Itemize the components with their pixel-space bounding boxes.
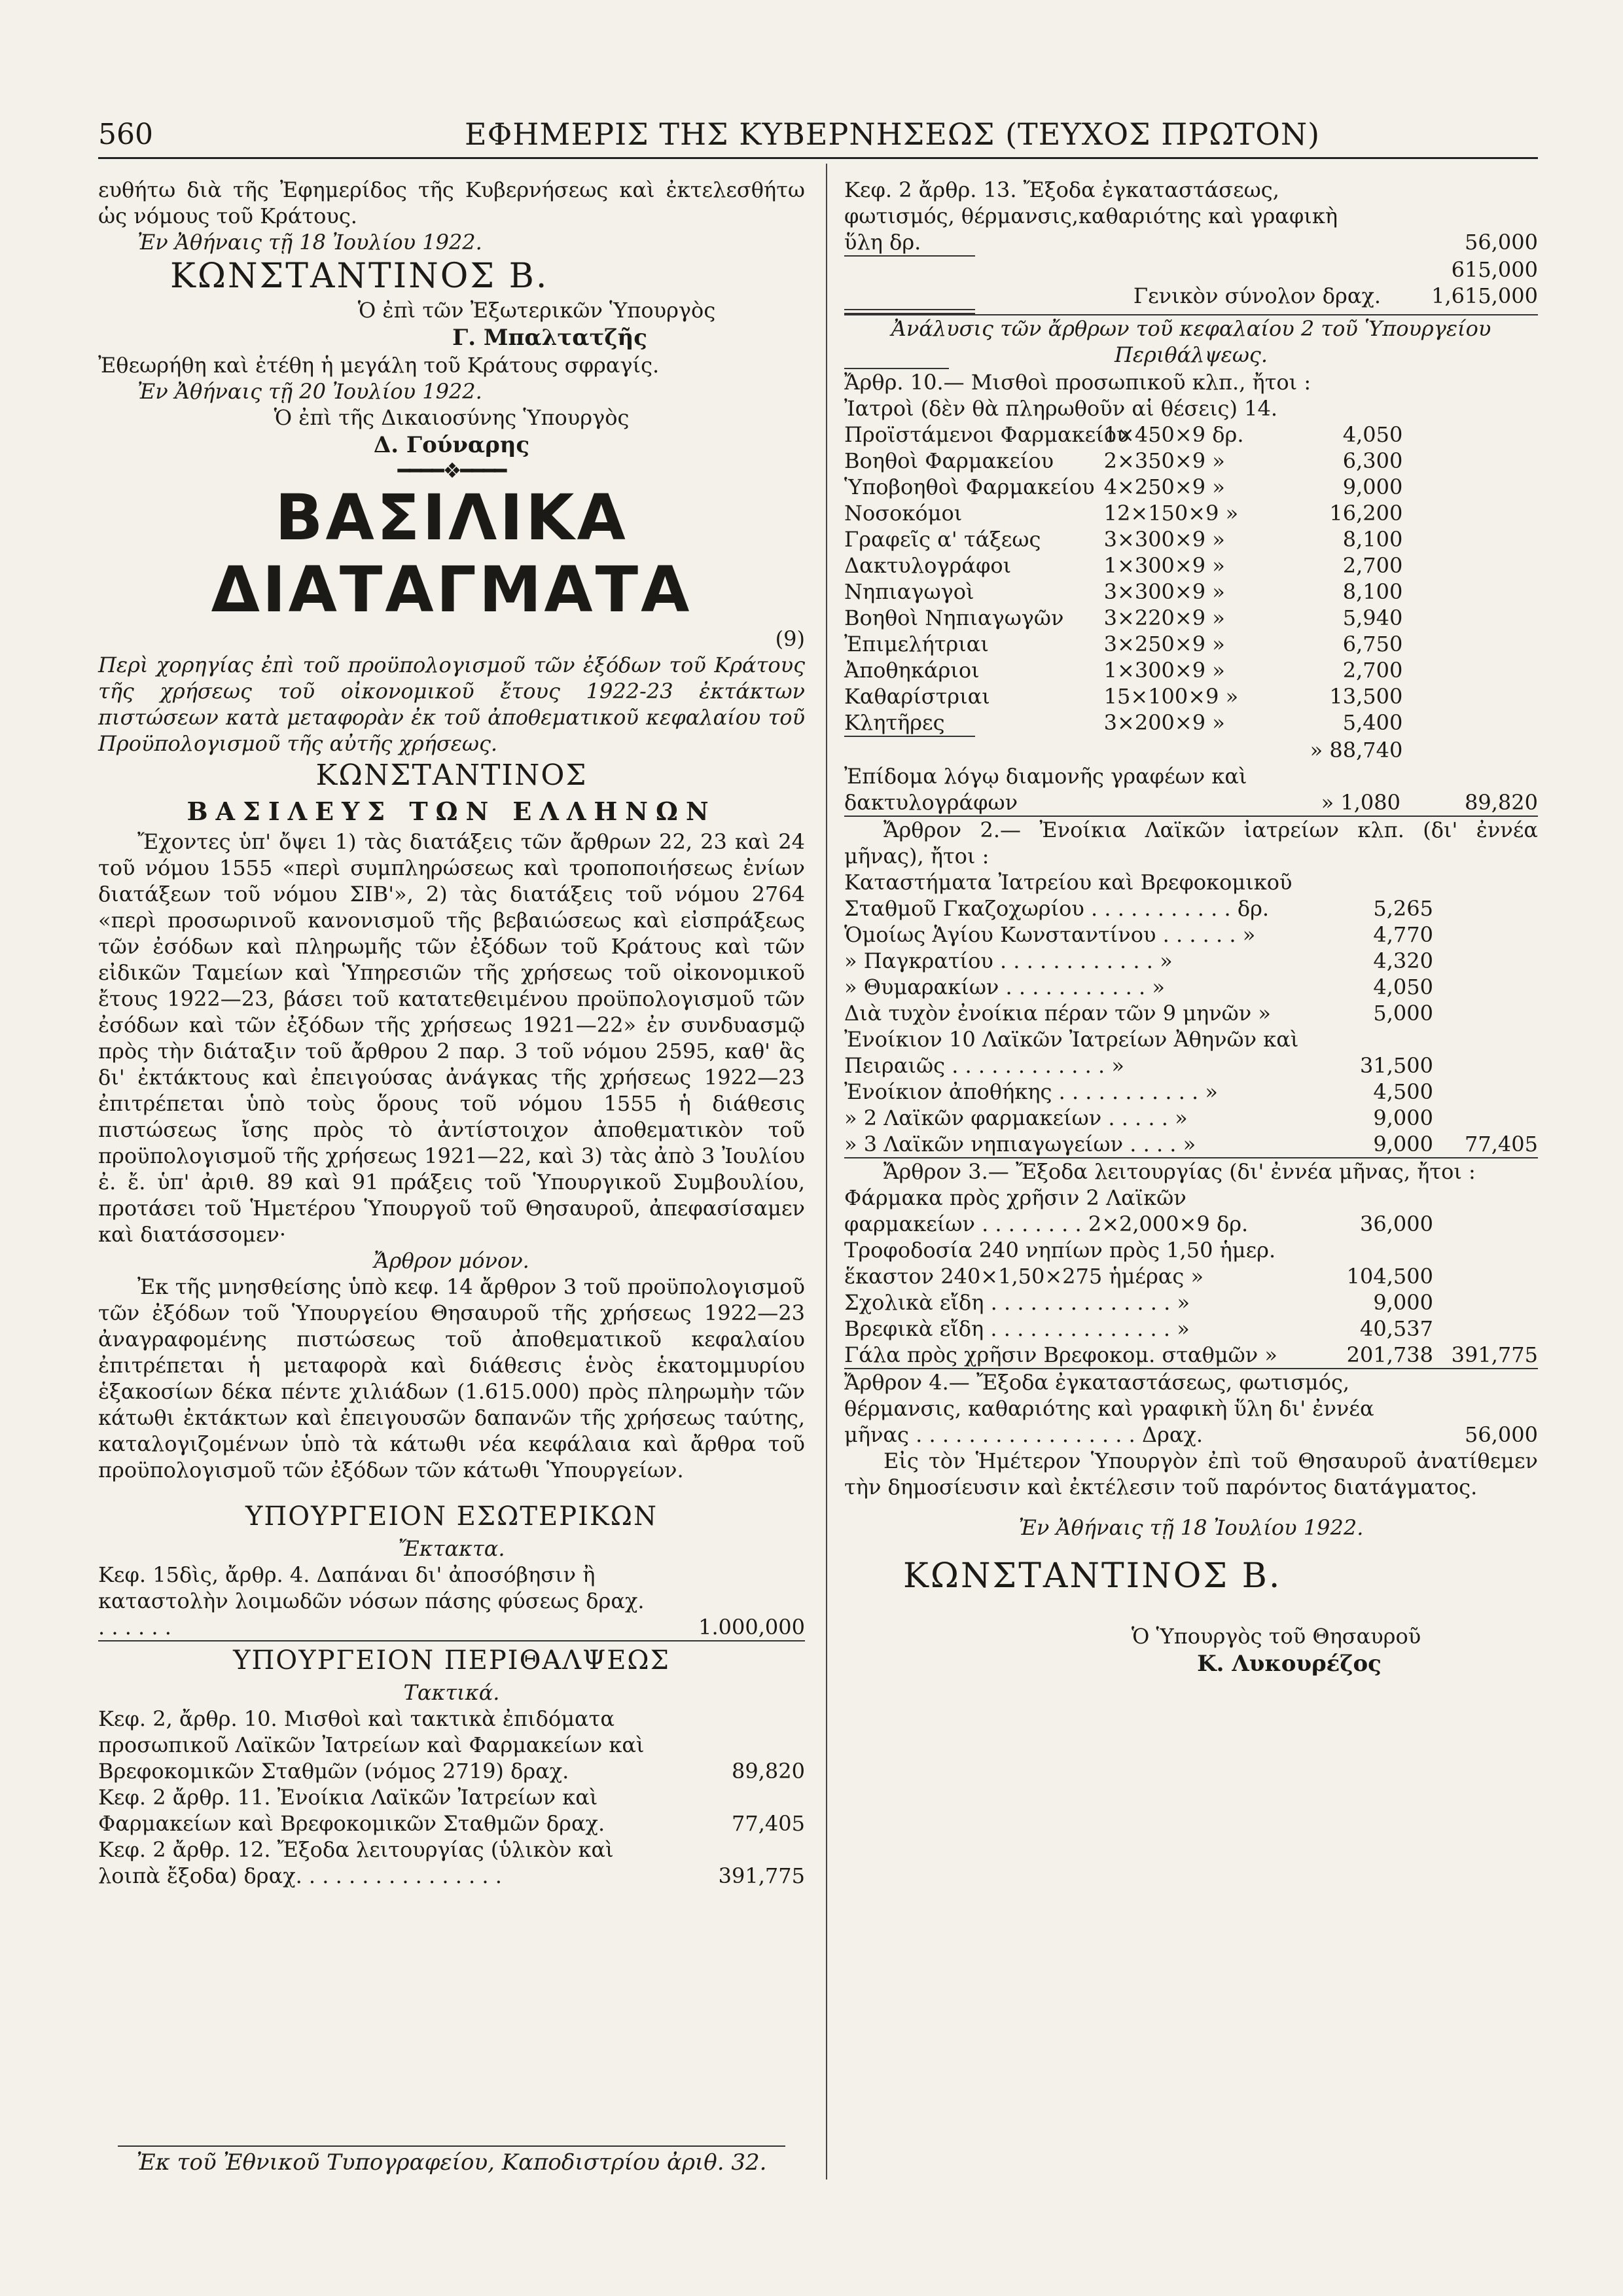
interior-item-text: Κεφ. 15δὶς, ἄρθρ. 4. Δαπάναι δι' ἀποσόβησιν ἢ καταστολὴν λοιμωδῶν νόσων πάσης φύσεως δραχ. . . . . . .	[98, 1562, 645, 1640]
section-title: ΒΑΣΙΛΙΚΑ ΔΙΑΤΑΓΜΑΤΑ	[211, 481, 692, 626]
article4-value: 56,000	[1465, 1422, 1538, 1447]
salary-row: Ἐπιμελήτριαι 3×250×9 » 6,750	[844, 632, 1403, 656]
minister-role-3: Ὁ Ὑπουργὸς τοῦ Θησαυροῦ	[1131, 1624, 1421, 1649]
article4-text: Ἄρθρον 4.— Ἔξοδα ἐγκαταστάσεως, φωτισμός, θέρμανσις, καθαριότης καὶ γραφικὴ ὕλη δι' ἐννέα μῆνας . . . . . . . . . . . . . . . . . Δραχ.	[844, 1370, 1374, 1447]
seal-note: Ἐθεωρήθη καὶ ἐτέθη ἡ μεγάλη τοῦ Κράτους σφραγίς.	[98, 353, 660, 378]
salary-row: Καθαρίστριαι 15×100×9 » 13,500	[844, 684, 1403, 709]
article10-heading: Ἄρθρ. 10.— Μισθοὶ προσωπικοῦ κλπ., ἤτοι :	[844, 370, 1311, 395]
article4-row	[844, 1369, 1538, 1448]
column-divider	[826, 164, 827, 2179]
allowance-value: » 1,080	[1321, 790, 1400, 815]
minister-name-2: Δ. Γούναρης	[373, 432, 530, 458]
rent-row: » Θυμαρακίων . . . . . . . . . . . » 4,050	[844, 975, 1433, 999]
ministry-welfare-sub: Τακτικά.	[403, 1680, 500, 1705]
execution-clause: Εἰς τὸν Ἡμέτερον Ὑπουργὸν ἐπὶ τοῦ Θησαυροῦ ἀνατίθεμεν τὴν δημοσίευσιν καὶ ἐκτέλεσιν τοῦ παρόντος διατάγματος.	[844, 1448, 1538, 1499]
kef13-text: Κεφ. 2 ἄρθρ. 13. Ἔξοδα ἐγκαταστάσεως, φωτισμός, θέρμανσις,καθαριότης καὶ γραφικὴ ὕλη δρ.	[844, 177, 1338, 255]
ministry-interior-sub: Ἔκτακτα.	[398, 1536, 505, 1561]
welfare-item-text: Κεφ. 2, ἄρθρ. 10. Μισθοὶ καὶ τακτικὰ ἐπιδόματα προσωπικοῦ Λαϊκῶν Ἰατρείων καὶ Φαρμακείων καὶ Βρεφοκομικῶν Σταθμῶν (νόμος 2719) δραχ.	[98, 1706, 645, 1784]
date-line-1: Ἐν Ἀθήναις τῇ 18 Ἰουλίου 1922.	[137, 230, 482, 255]
salary-row: Γραφεῖς α' τάξεως 3×300×9 » 8,100	[844, 527, 1403, 552]
article-single-heading: Ἄρθρον μόνον.	[374, 1248, 529, 1273]
printer-imprint: Ἐκ τοῦ Ἐθνικοῦ Τυπογραφείου, Καποδιστρίου ἀριθ. 32.	[136, 2149, 767, 2176]
article3-heading: Ἄρθρον 3.— Ἔξοδα λειτουργίας (δι' ἐννέα μῆνας, ἤτοι :	[883, 1159, 1476, 1184]
minister-name-3: Κ. Λυκουρέζος	[1197, 1651, 1382, 1677]
minister-role-2: Ὁ ἐπὶ τῆς Δικαιοσύνης Ὑπουργὸς	[274, 405, 630, 430]
rent-row: » Παγκρατίου . . . . . . . . . . . . » 4,320	[844, 948, 1433, 973]
rent-row: Καταστήματα Ἰατρείου καὶ Βρεφοκομικοῦ Σταθμοῦ Γκαζοχωρίου . . . . . . . . . . . δρ. 5,265	[844, 870, 1433, 921]
gazette-title: ΕΦΗΜΕΡΙΣ ΤΗΣ ΚΥΒΕΡΝΗΣΕΩΣ (ΤΕΥΧΟΣ ΠΡΩΤΟΝ)	[465, 117, 1321, 152]
footer-rule	[118, 2145, 785, 2147]
welfare-item-value: 77,405	[732, 1811, 805, 1836]
rent-row: Διὰ τυχὸν ἐνοίκια πέραν τῶν 9 μηνῶν » 5,000	[844, 1001, 1433, 1026]
welfare-item-text: Κεφ. 2 ἄρθρ. 11. Ἐνοίκια Λαϊκῶν Ἰατρείων καὶ Φαρμακείων καὶ Βρεφοκομικῶν Σταθμῶν δραχ.	[98, 1785, 605, 1836]
op-row: Βρεφικὰ εἴδη . . . . . . . . . . . . . . » 40,537	[844, 1316, 1433, 1341]
subtotal: 615,000	[1451, 257, 1538, 282]
salary-row: Ὑποβοηθοὶ Φαρμακείου 4×250×9 » 9,000	[844, 475, 1403, 499]
welfare-item-value: 391,775	[718, 1863, 805, 1888]
rent-table	[844, 869, 1538, 1157]
allowance-text: Ἐπίδομα λόγῳ διαμονῆς γραφέων καὶ δακτυλογράφων	[844, 764, 1247, 815]
op-row: Φάρμακα πρὸς χρῆσιν 2 Λαϊκῶν φαρμακείων . . . . . . . . 2×2,000×9 δρ. 36,000	[844, 1185, 1433, 1236]
minister-name-1: Γ. Μπαλτατζῆς	[452, 325, 647, 351]
rent-row: Ἐνοίκιον ἀποθήκης . . . . . . . . . . . » 4,500	[844, 1079, 1433, 1104]
king-signature-3: ΚΩΝΣΤΑΝΤΙΝΟΣ Β.	[903, 1556, 1282, 1596]
closing-paragraph: ευθήτω διὰ τῆς Ἐφημερίδος τῆς Κυβερνήσεως καὶ ἐκτελεσθήτω ὡς νόμους τοῦ Κράτους.	[98, 177, 805, 228]
welfare-item-value: 89,820	[732, 1759, 805, 1784]
double-rule	[844, 309, 975, 314]
article10-note: Ἰατροὶ (δὲν θὰ πληρωθοῦν αἱ θέσεις) 14.	[844, 396, 1277, 421]
analysis-title: Ἀνάλυσις τῶν ἄρθρων τοῦ κεφαλαίου 2 τοῦ Ὑπουργείου Περιθάλψεως.	[891, 316, 1491, 367]
right-column	[844, 177, 1538, 1678]
operations-table	[844, 1185, 1538, 1368]
header-rule	[98, 157, 1538, 159]
kef13-item	[844, 177, 1538, 255]
salary-table	[844, 422, 1538, 736]
king-title: ΒΑΣΙΛΕΥΣ ΤΩΝ ΕΛΛΗΝΩΝ	[187, 797, 717, 826]
grand-total-row	[844, 283, 1538, 309]
rent-row: » 3 Λαϊκῶν νηπιαγωγείων . . . . » 9,000 77,405	[844, 1132, 1538, 1157]
interior-item-value: 1.000,000	[698, 1615, 805, 1640]
article2-heading: Ἄρθρον 2.— Ἐνοίκια Λαϊκῶν ἰατρείων κλπ. (δι' ἐννέα μῆνας), ἤτοι :	[844, 817, 1538, 869]
salary-sum-row	[844, 737, 1538, 763]
salary-row: Κλητῆρες 3×200×9 » 5,400	[844, 710, 1403, 735]
salary-row: Ἀποθηκάριοι 1×300×9 » 2,700	[844, 658, 1403, 683]
minister-role-1: Ὁ ἐπὶ τῶν Ἐξωτερικῶν Ὑπουργὸς	[357, 298, 716, 323]
king-name: ΚΩΝΣΤΑΝΤΙΝΟΣ	[315, 759, 588, 792]
article-text: Ἐκ τῆς μνησθείσης ὑπὸ κεφ. 14 ἄρθρον 3 τοῦ προϋπολογισμοῦ τῶν ἐξόδων τοῦ Ὑπουργείου Θησαυροῦ τῆς χρήσεως 1922—23 ἀναγραφομένης πιστώσεως τοῦ ἀποθεματικοῦ κεφαλαίου ἐπιτρέπεται ἡ μεταφορὰ καὶ διάθεσις ἑνὸς ἑκατομμυρίου ἑξακοσίων δέκα πέντε χιλιάδων (1.615.000) πρὸς πληρωμὴν τῶν κάτωθι ἐκτάκτων καὶ ἐπειγουσῶν δαπανῶν τῆς χρήσεως ταύτης, καταλογιζομένων ὑπὸ τὰ κάτωθι νέα κεφάλαια καὶ ἄρθρα τοῦ προϋπολογισμοῦ τῶν ἐξόδων τῶν κάτωθι Ὑπουργείων.	[98, 1274, 805, 1482]
decree-subject: Περὶ χορηγίας ἐπὶ τοῦ προϋπολογισμοῦ τῶν ἐξόδων τοῦ Κράτους τῆς χρήσεως τοῦ οἰκονομικοῦ ἔτους 1922-23 ἐκτάκτων πιστώσεων κατὰ μεταφορὰν ἐκ τοῦ ἀποθεματικοῦ κεφαλαίου τοῦ Προϋπολογισμοῦ τῆς αὐτῆς χρήσεως.	[98, 653, 805, 756]
preamble: Ἔχοντες ὑπ' ὄψει 1) τὰς διατάξεις τῶν ἄρθρων 22, 23 καὶ 24 τοῦ νόμου 1555 «περὶ συμπληρώσεως καὶ τροποποιήσεως ἐνίων διατάξεων τοῦ νόμου ΣΙΒ'», 2) τὰς διατάξεις τοῦ νόμου 2764 «περὶ προσωρινοῦ κανονισμοῦ τῆς βεβαιώσεως καὶ εἰσπράξεως τῶν ἐσόδων καὶ πληρωμῆς τῶν ἐξόδων τοῦ Κράτους καὶ τῶν εἰδικῶν Ταμείων καὶ Ὑπηρεσιῶν τῆς χρήσεως τοῦ οἰκονομικοῦ ἔτους 1922—23, βάσει τοῦ κατατεθειμένου προϋπολογισμοῦ τῶν ἐσόδων καὶ τῶν ἐξόδων τῆς χρήσεως 1921—22» ἐν συνδυασμῷ πρὸς τὴν διάταξιν τοῦ ἄρθρου 2 παρ. 3 τοῦ νόμου 2595, καθ' ἃς δι' ἐκτάκτους καὶ ἐπειγούσας ἀνάγκας τῆς χρήσεως 1922—23 ἐπιτρέπεται ὑπὸ τοὺς ὅρους τοῦ νόμου 1555 ἡ διάθεσις πιστώσεως ἴσης πρὸς τὸ ἀντίστοιχον ἀποθεματικὸν τοῦ προϋπολογισμοῦ τῆς χρήσεως 1921—22, καὶ 3) τὰς ἀπὸ 3 Ἰουλίου ἐ. ἔ. ὑπ' ἀριθ. 89 καὶ 91 πράξεις τοῦ Ὑπουργικοῦ Συμβουλίου, προτάσει τοῦ Ἡμετέρου Ὑπουργοῦ τοῦ Θησαυροῦ, ἀπεφασίσαμεν καὶ διατάσσομεν·	[98, 829, 805, 1247]
ornament-divider: ━━━━❖━━━━	[397, 458, 506, 483]
king-signature-1: ΚΩΝΣΤΑΝΤΙΝΟΣ Β.	[170, 257, 549, 296]
salary-row: Νηπιαγωγοὶ 3×300×9 » 8,100	[844, 579, 1403, 604]
grand-total-label: Γενικὸν σύνολον δραχ.	[1133, 283, 1381, 308]
salary-row: Δακτυλογράφοι 1×300×9 » 2,700	[844, 553, 1403, 578]
grand-total-value: 1,615,000	[1431, 283, 1538, 308]
op-row: Σχολικὰ εἴδη . . . . . . . . . . . . . . » 9,000	[844, 1290, 1433, 1315]
welfare-item-text: Κεφ. 2 ἄρθρ. 12. Ἔξοδα λειτουργίας (ὑλικὸν καὶ λοιπὰ ἔξοδα) δραχ. . . . . . . . . . . . . . . .	[98, 1837, 614, 1888]
date-line-3: Ἐν Ἀθήναις τῇ 18 Ἰουλίου 1922.	[1018, 1515, 1364, 1540]
salary-row: Νοσοκόμοι 12×150×9 » 16,200	[844, 501, 1403, 526]
salary-sum: » 88,740	[1310, 738, 1403, 762]
op-row: Γάλα πρὸς χρῆσιν Βρεφοκομ. σταθμῶν » 201,738 391,775	[844, 1342, 1538, 1367]
op-row: Τροφοδοσία 240 νηπίων πρὸς 1,50 ἡμερ. ἕκαστον 240×1,50×275 ἡμέρας » 104,500	[844, 1238, 1433, 1289]
allowance-row	[844, 763, 1538, 816]
date-line-2: Ἐν Ἀθήναις τῇ 20 Ἰουλίου 1922.	[137, 379, 482, 404]
rent-row: » 2 Λαϊκῶν φαρμακείων . . . . . » 9,000	[844, 1105, 1433, 1130]
interior-item	[98, 1562, 805, 1640]
salary-row: Βοηθοὶ Φαρμακείου 2×350×9 » 6,300	[844, 448, 1403, 473]
ministry-interior: ΥΠΟΥΡΓΕΙΟΝ ΕΣΩΤΕΡΙΚΩΝ	[245, 1501, 658, 1532]
rent-row: Ὁμοίως Ἁγίου Κωνσταντίνου . . . . . . » 4,770	[844, 922, 1433, 947]
decree-number: (9)	[775, 626, 805, 651]
salary-row: Βοηθοὶ Νηπιαγωγῶν 3×220×9 » 5,940	[844, 605, 1403, 630]
welfare-item	[98, 1706, 805, 1784]
page-header	[98, 113, 1525, 158]
kef13-value: 56,000	[1465, 230, 1538, 255]
page-number: 560	[98, 118, 153, 151]
allowance-total: 89,820	[1465, 790, 1538, 815]
ministry-welfare: ΥΠΟΥΡΓΕΙΟΝ ΠΕΡΙΘΑΛΨΕΩΣ	[233, 1645, 670, 1676]
welfare-item	[98, 1837, 805, 1889]
rent-row: Ἐνοίκιον 10 Λαϊκῶν Ἰατρείων Ἀθηνῶν καὶ Πειραιῶς . . . . . . . . . . . . » 31,500	[844, 1027, 1433, 1078]
salary-row: Προϊστάμενοι Φαρμακείου 1×450×9 δρ. 4,050	[844, 422, 1403, 447]
welfare-item	[98, 1784, 805, 1837]
left-column	[98, 177, 805, 1889]
